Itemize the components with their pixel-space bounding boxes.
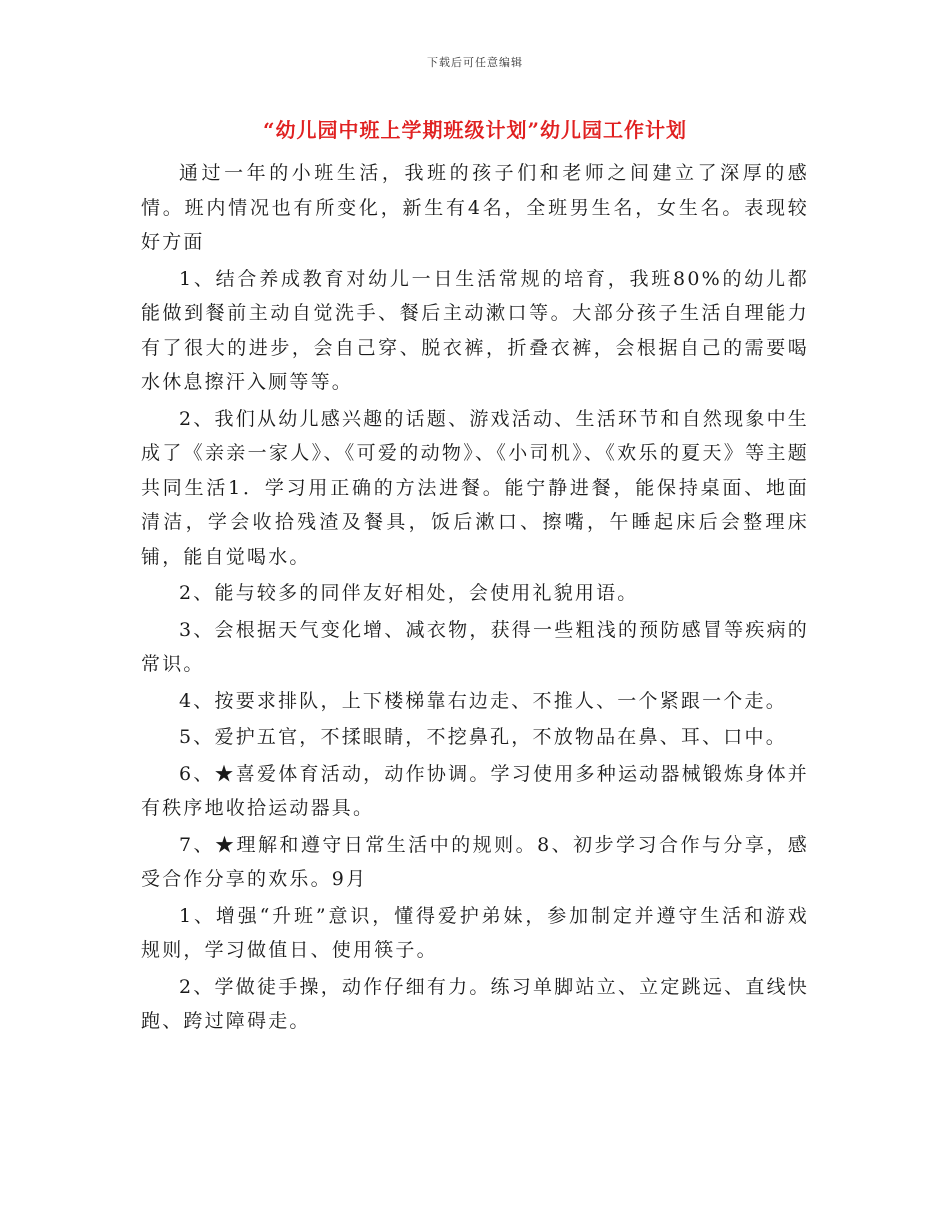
paragraph-item: 1、结合养成教育对幼儿一日生活常规的培育，我班80%的幼儿都能做到餐前主动自觉洗手、餐后主动漱口等。大部分孩子生活自理能力有了很大的进步，会自己穿、脱衣裤，折叠衣裤，会根据自己的需要喝水休息擦汗入厕等等。 [141,267,809,393]
paragraph-item: 6、★喜爱体育活动，动作协调。学习使用多种运动器械锻炼身体并有秩序地收拾运动器具。 [141,762,809,819]
paragraph-item: 1、增强“升班”意识，懂得爱护弟妹，参加制定并遵守生活和游戏规则，学习做值日、使用筷子。 [141,904,809,961]
paragraph-item: 2、我们从幼儿感兴趣的话题、游戏活动、生活环节和自然现象中生成了《亲亲一家人》、《可爱的动物》、《小司机》、《欢乐的夏天》等主题共同生活1．学习用正确的方法进餐。能宁静进餐，能保持桌面、地面清洁，学会收拾残渣及餐具，饭后漱口、擦嘴，午睡起床后会整理床铺，能自觉喝水。 [141,407,809,568]
document-title: “幼儿园中班上学期班级计划”幼儿园工作计划 [262,118,687,142]
document-body [141,156,809,1041]
header-note: 下载后可任意编辑 [427,56,523,69]
paragraph-intro: 通过一年的小班生活，我班的孩子们和老师之间建立了深厚的感情。班内情况也有所变化，新生有4名，全班男生名，女生名。表现较好方面 [141,162,809,253]
paragraph-item: 4、按要求排队，上下楼梯靠右边走、不推人、一个紧跟一个走。 [179,689,787,712]
paragraph-item: 3、会根据天气变化增、减衣物，获得一些粗浅的预防感冒等疾病的常识。 [141,618,809,675]
paragraph-item: 2、学做徒手操，动作仔细有力。练习单脚站立、立定跳远、直线快跑、跨过障碍走。 [141,975,809,1032]
paragraph-item: 2、能与较多的同伴友好相处，会使用礼貌用语。 [179,582,639,604]
paragraph-item: 5、爱护五官，不揉眼睛，不挖鼻孔，不放物品在鼻、耳、口中。 [179,726,787,748]
paragraph-item: 7、★理解和遵守日常生活中的规则。8、初步学习合作与分享，感受合作分享的欢乐。9月 [141,833,809,890]
